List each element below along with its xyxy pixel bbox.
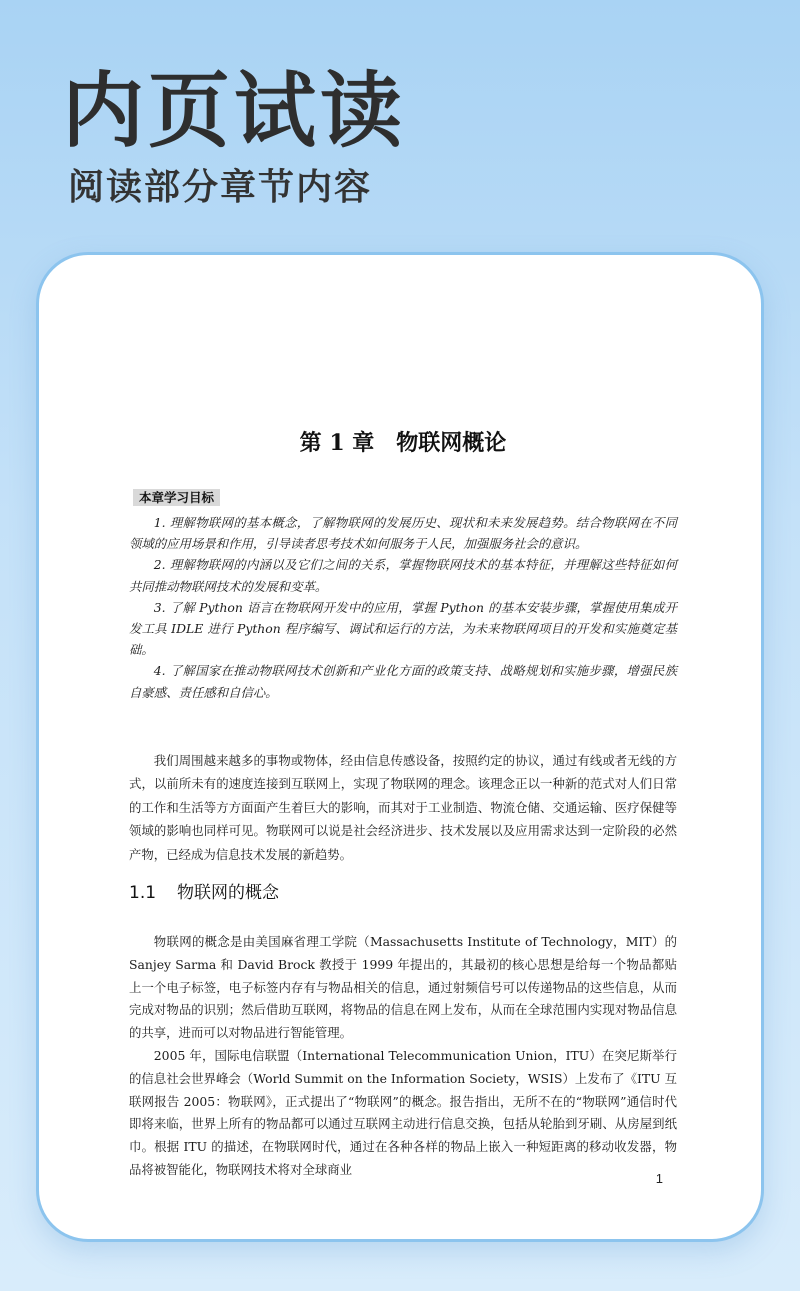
section-heading	[129, 881, 279, 905]
intro-text	[129, 749, 677, 866]
section-number: 1.1	[129, 883, 157, 903]
learning-goal-item: 1. 理解物联网的基本概念，了解物联网的发展历史、现状和未来发展趋势。结合物联网在不同领域的应用场景和作用，引导读者思考技术如何服务于人民，加强服务社会的意识。	[129, 515, 677, 552]
learning-goals-list	[129, 512, 677, 703]
body-paragraph: 物联网的概念是由美国麻省理工学院（Massachusetts Institute of Technology，MIT）的 Sanjey Sarma 和 David Brock 教授于 1999 年提出的，其最初的核心思想是给每一个物品都贴上一个电子标签，电子标签内存有与物品相关的信息，通过射频信号可以传递物品的这些信息，从而完成对物品的识别；然后借助互联网，将物品的信息在网上发布，从而在全球范围内实现对物品信息的共享，进而可以对物品进行智能管理。	[129, 934, 677, 1041]
banner-subtitle: 阅读部分章节内容	[68, 167, 373, 208]
intro-paragraph: 我们周围越来越多的事物或物体，经由信息传感设备，按照约定的协议，通过有线或者无线的方式，以前所未有的速度连接到互联网上，实现了物联网的理念。该理念正以一种新的范式对人们日常的工作和生活等方方面面产生着巨大的影响，而其对于工业制造、物流仓储、交通运输、医疗保健等领域的影响也同样可见。物联网可以说是社会经济进步、技术发展以及应用需求达到一定阶段的必然产物，已经成为信息技术发展的新趋势。	[129, 753, 677, 862]
learning-goal-item: 2. 理解物联网的内涵以及它们之间的关系，掌握物联网技术的基本特征，并理解这些特征如何共同推动物联网技术的发展和变革。	[129, 557, 677, 594]
learning-goal-item: 4. 了解国家在推动物联网技术创新和产业化方面的政策支持、战略规划和实施步骤，增强民族自豪感、责任感和自信心。	[129, 663, 677, 700]
learning-goal-item: 3. 了解 Python 语言在物联网开发中的应用，掌握 Python 的基本安装步骤，掌握使用集成开发工具 IDLE 进行 Python 程序编写、调试和运行的方法，为未来物联网项目的开发和实施奠定基础。	[129, 599, 677, 658]
section-title: 物联网的概念	[177, 883, 279, 903]
page-preview-card	[36, 252, 764, 1242]
chapter-title: 第 1 章 物联网概论	[299, 430, 507, 456]
section-body	[129, 931, 677, 1182]
body-paragraph: 2005 年，国际电信联盟（International Telecommunication Union，ITU）在突尼斯举行的信息社会世界峰会（World Summit on the Information Society，WSIS）上发布了《ITU 互联网报告 2005：物联网》，正式提出了“物联网”的概念。报告指出，无所不在的“物联网”通信时代即将来临，世界上所有的物品都可以通过互联网主动进行信息交换，包括从轮胎到牙刷、从房屋到纸巾。根据 ITU 的描述，在物联网时代，通过在各种各样的物品上嵌入一种短距离的移动收发器，物品将被智能化，物联网技术将对全球商业	[129, 1047, 677, 1177]
page-number: 1	[655, 1171, 663, 1186]
banner-title: 内页试读	[62, 64, 407, 159]
learning-goals-label: 本章学习目标	[133, 489, 220, 506]
